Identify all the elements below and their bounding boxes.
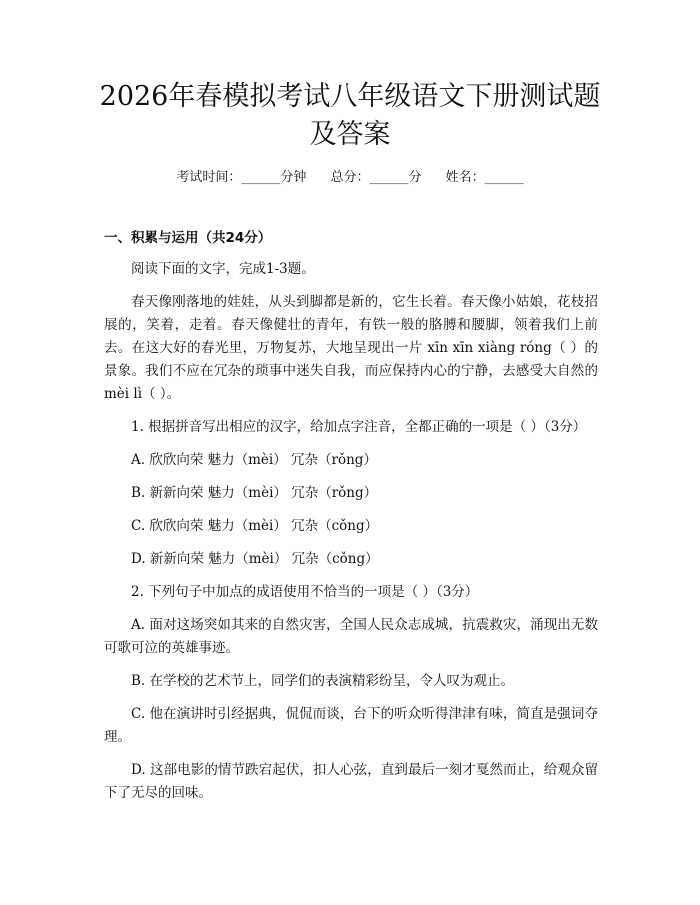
- question-2-option-a: A. 面对这场突如其来的自然灾害，全国人民众志成城，抗震救灾，涌现出无数可歌可泣的英雄事迹。: [104, 617, 598, 656]
- question-1-option-d: D. 新新向荣 魅力（mèi） 冗杂（cǒng）: [131, 551, 379, 567]
- question-2-option-c: C. 他在演讲时引经据典，侃侃而谈，台下的听众听得津津有味，简直是强词夺理。: [104, 706, 598, 745]
- question-2-option-b: B. 在学校的艺术节上，同学们的表演精彩纷呈，令人叹为观止。: [131, 673, 515, 689]
- total-score-field: 总分：______分: [330, 170, 422, 185]
- question-1-stem: 1. 根据拼音写出相应的汉字，给加点字注音，全都正确的一项是（ ）（3分）: [131, 419, 587, 435]
- document-title: 2026年春模拟考试八年级语文下册测试题及答案: [99, 81, 601, 150]
- reading-instruction: 阅读下面的文字，完成1-3题。: [131, 261, 315, 277]
- question-2-stem: 2. 下列句子中加点的成语使用不恰当的一项是（ ）（3分）: [131, 584, 479, 600]
- reading-passage: 春天像刚落地的娃娃，从头到脚都是新的，它生长着。春天像小姑娘，花枝招展的，笑着，走着。春天像健壮的青年，有铁一般的胳膊和腰脚，领着我们上前去。在这大好的春光里，万物复苏，大地呈现出一片 xīn xīn xiàng róng（ ）的景象。我们不应在冗杂的琐事中迷失自我，而应保持内心的宁静，去感受大自然的 mèi lì（ ）。: [104, 294, 598, 402]
- question-1-option-c: C. 欣欣向荣 魅力（mèi） 冗杂（cǒng）: [131, 518, 379, 534]
- question-2-option-d: D. 这部电影的情节跌宕起伏，扣人心弦，直到最后一刻才戛然而止，给观众留下了无尽的回味。: [104, 762, 598, 801]
- exam-time-field: 考试时间：______分钟: [176, 170, 307, 185]
- section-heading: 一、积累与运用（共24分）: [104, 230, 272, 246]
- student-name-field: 姓名：______: [445, 170, 524, 185]
- question-1-option-b: B. 新新向荣 魅力（mèi） 冗杂（rǒng）: [131, 485, 378, 501]
- question-1-option-a: A. 欣欣向荣 魅力（mèi） 冗杂（rǒng）: [131, 452, 377, 468]
- section-body: [104, 258, 598, 815]
- exam-info-line: [0, 168, 700, 188]
